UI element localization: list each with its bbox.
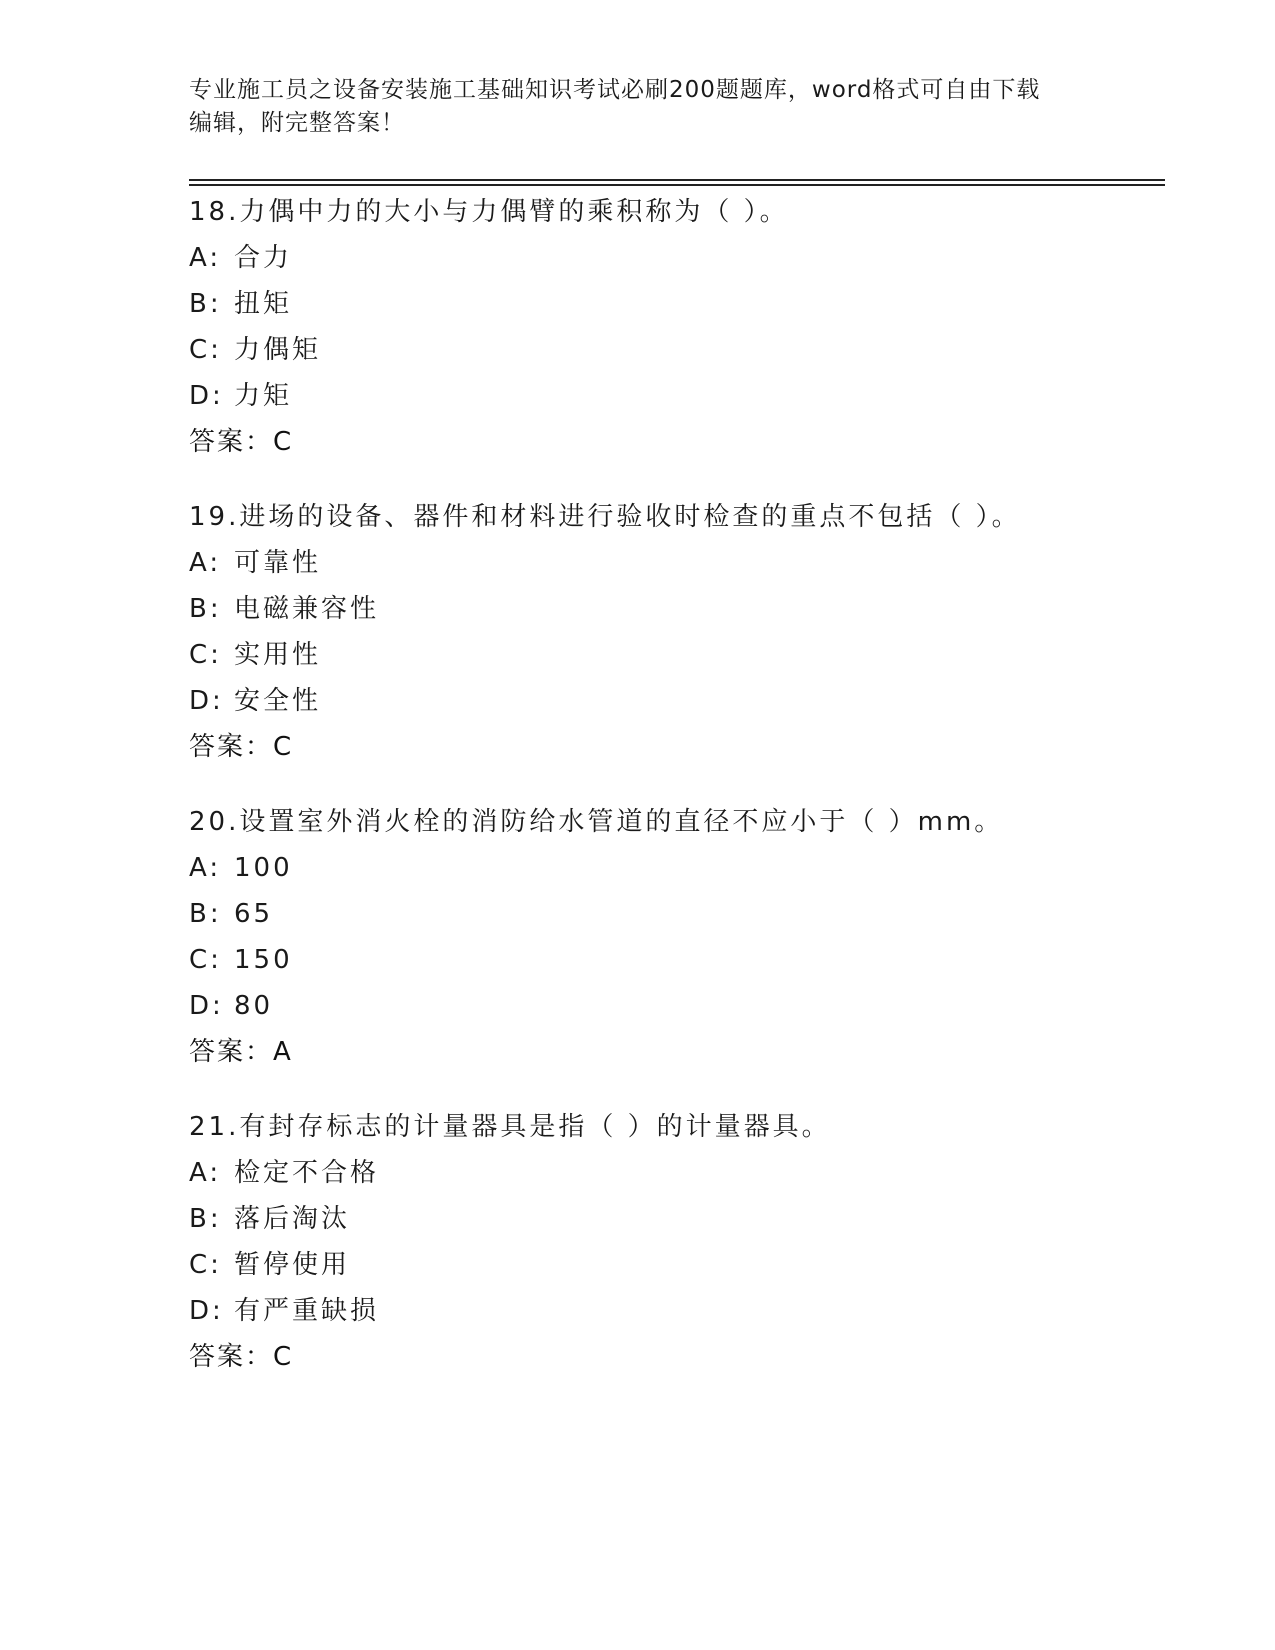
- option-text: 合力: [234, 243, 293, 273]
- option-letter: A:: [189, 548, 222, 578]
- answer-value: C: [273, 1342, 293, 1372]
- option-letter: B:: [189, 289, 222, 319]
- question-block: [189, 799, 1169, 1075]
- option-text: 安全性: [234, 686, 322, 716]
- document-header: [189, 74, 1089, 140]
- option-letter: D:: [189, 381, 224, 411]
- question-text: 21.有封存标志的计量器具是指（ ）的计量器具。: [189, 1112, 831, 1142]
- option-text: 150: [234, 945, 293, 975]
- header-divider-top: [189, 179, 1165, 181]
- option-c: [189, 937, 1169, 983]
- option-b: [189, 1196, 1169, 1242]
- answer-label: 答案：: [189, 732, 274, 762]
- option-c: [189, 1242, 1169, 1288]
- answer-value: A: [273, 1037, 292, 1067]
- option-text: 力矩: [234, 381, 293, 411]
- answer-line: [189, 724, 1169, 770]
- option-text: 可靠性: [234, 548, 322, 578]
- option-text: 检定不合格: [234, 1158, 380, 1188]
- option-text: 实用性: [234, 640, 322, 670]
- answer-line: [189, 1029, 1169, 1075]
- header-line-1: 专业施工员之设备安装施工基础知识考试必刷200题题库，word格式可自由下载: [189, 77, 1041, 103]
- answer-label: 答案：: [189, 1342, 274, 1372]
- option-text: 有严重缺损: [234, 1296, 380, 1326]
- option-b: [189, 281, 1169, 327]
- option-d: [189, 983, 1169, 1029]
- option-d: [189, 678, 1169, 724]
- option-text: 暂停使用: [234, 1250, 351, 1280]
- option-text: 65: [234, 899, 274, 929]
- option-a: [189, 235, 1169, 281]
- option-letter: C:: [189, 640, 222, 670]
- answer-label: 答案：: [189, 1037, 274, 1067]
- answer-line: [189, 419, 1169, 465]
- option-letter: B:: [189, 899, 222, 929]
- option-letter: A:: [189, 243, 222, 273]
- option-letter: A:: [189, 853, 222, 883]
- answer-line: [189, 1334, 1169, 1380]
- option-text: 扭矩: [234, 289, 293, 319]
- option-a: [189, 540, 1169, 586]
- option-a: [189, 845, 1169, 891]
- option-c: [189, 327, 1169, 373]
- option-letter: B:: [189, 594, 222, 624]
- header-line-2: 编辑，附完整答案！: [189, 110, 405, 136]
- option-c: [189, 632, 1169, 678]
- option-letter: D:: [189, 686, 224, 716]
- question-block: [189, 1104, 1169, 1380]
- option-text: 力偶矩: [234, 335, 322, 365]
- option-text: 80: [234, 991, 274, 1021]
- option-letter: C:: [189, 1250, 222, 1280]
- question-block: [189, 494, 1169, 770]
- answer-value: C: [273, 427, 293, 457]
- answer-label: 答案：: [189, 427, 274, 457]
- option-text: 落后淘汰: [234, 1204, 351, 1234]
- answer-value: C: [273, 732, 293, 762]
- option-text: 100: [234, 853, 293, 883]
- option-b: [189, 891, 1169, 937]
- option-d: [189, 1288, 1169, 1334]
- option-letter: A:: [189, 1158, 222, 1188]
- option-letter: C:: [189, 945, 222, 975]
- option-letter: C:: [189, 335, 222, 365]
- option-letter: D:: [189, 1296, 224, 1326]
- option-a: [189, 1150, 1169, 1196]
- option-text: 电磁兼容性: [234, 594, 380, 624]
- question-text: 18.力偶中力的大小与力偶臂的乘积称为（ ）。: [189, 197, 789, 227]
- option-letter: B:: [189, 1204, 222, 1234]
- option-b: [189, 586, 1169, 632]
- question-text: 19.进场的设备、器件和材料进行验收时检查的重点不包括（ ）。: [189, 502, 1021, 532]
- question-block: [189, 189, 1169, 465]
- option-d: [189, 373, 1169, 419]
- option-letter: D:: [189, 991, 224, 1021]
- question-text: 20.设置室外消火栓的消防给水管道的直径不应小于（ ）mm。: [189, 807, 1004, 837]
- header-divider-bottom: [189, 184, 1165, 186]
